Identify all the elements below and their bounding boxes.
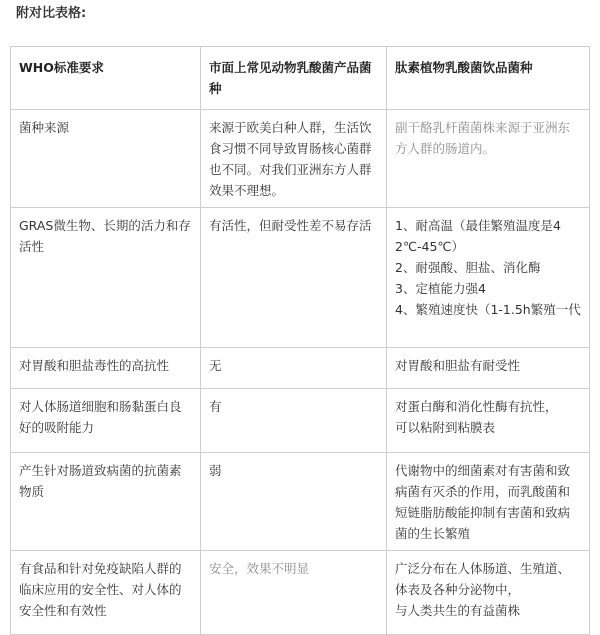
requirement-cell: 对人体肠道细胞和肠黏蛋白良好的吸附能力 [11,389,201,453]
animal-strain-cell: 无 [201,348,387,389]
plant-strain-line: 与人类共生的有益菌株 [395,603,521,618]
table-row [11,453,590,551]
table-row [11,110,590,208]
animal-strain-cell: 有 [201,389,387,453]
header-animal-strain: 市面上常见动物乳酸菌产品菌种 [201,47,387,110]
plant-strain-line: 可以粘附到粘膜表 [395,420,496,435]
animal-strain-cell: 有活性，但耐受性差不易存活 [201,208,387,348]
table-row [11,389,590,453]
plant-strain-line: 对蛋白酶和消化性酶有抗性， [395,399,558,414]
requirement-cell: 产生针对肠道致病菌的抗菌素物质 [11,453,201,551]
plant-strain-cell: 对胃酸和胆盐有耐受性 [387,348,590,389]
plant-strain-line: 2、耐强酸、胆盐、消化酶 [395,260,541,275]
requirement-cell: 对胃酸和胆盐毒性的高抗性 [11,348,201,389]
animal-strain-cell: 来源于欧美白种人群，生活饮食习惯不同导致胃肠核心菌群也不同。对我们亚洲东方人群效果不理想。 [201,110,387,208]
plant-strain-line: 4、繁殖速度快（1-1.5h繁殖一代 [395,302,581,317]
table-caption: 附对比表格: [16,6,87,21]
plant-strain-line: 1、耐高温（最佳繁殖温度是42℃-45℃） [395,218,561,254]
plant-strain-line: 广泛分布在人体肠道、生殖道、体表及各种分泌物中， [395,561,571,597]
header-who-requirement: WHO标准要求 [11,47,201,110]
plant-strain-line: 3、定植能力强4 [395,281,486,296]
requirement-cell: 菌种来源 [11,110,201,208]
comparison-table [10,46,590,635]
table-header-row [11,47,590,110]
table-row [11,208,590,348]
requirement-cell: GRAS微生物、长期的活力和存活性 [11,208,201,348]
animal-strain-cell: 安全，效果不明显 [201,551,387,635]
plant-strain-cell [387,208,590,348]
plant-strain-cell: 代谢物中的细菌素对有害菌和致病菌有灭杀的作用，而乳酸菌和短链脂肪酸能抑制有害菌和致病菌的生长繁殖 [387,453,590,551]
plant-strain-cell [387,389,590,453]
header-plant-strain: 肽素植物乳酸菌饮品菌种 [387,47,590,110]
animal-strain-cell: 弱 [201,453,387,551]
plant-strain-cell: 副干酪乳杆菌菌株来源于亚洲东方人群的肠道内。 [387,110,590,208]
table-row [11,551,590,635]
table-row [11,348,590,389]
plant-strain-cell [387,551,590,635]
requirement-cell: 有食品和针对免疫缺陷人群的临床应用的安全性、对人体的安全性和有效性 [11,551,201,635]
